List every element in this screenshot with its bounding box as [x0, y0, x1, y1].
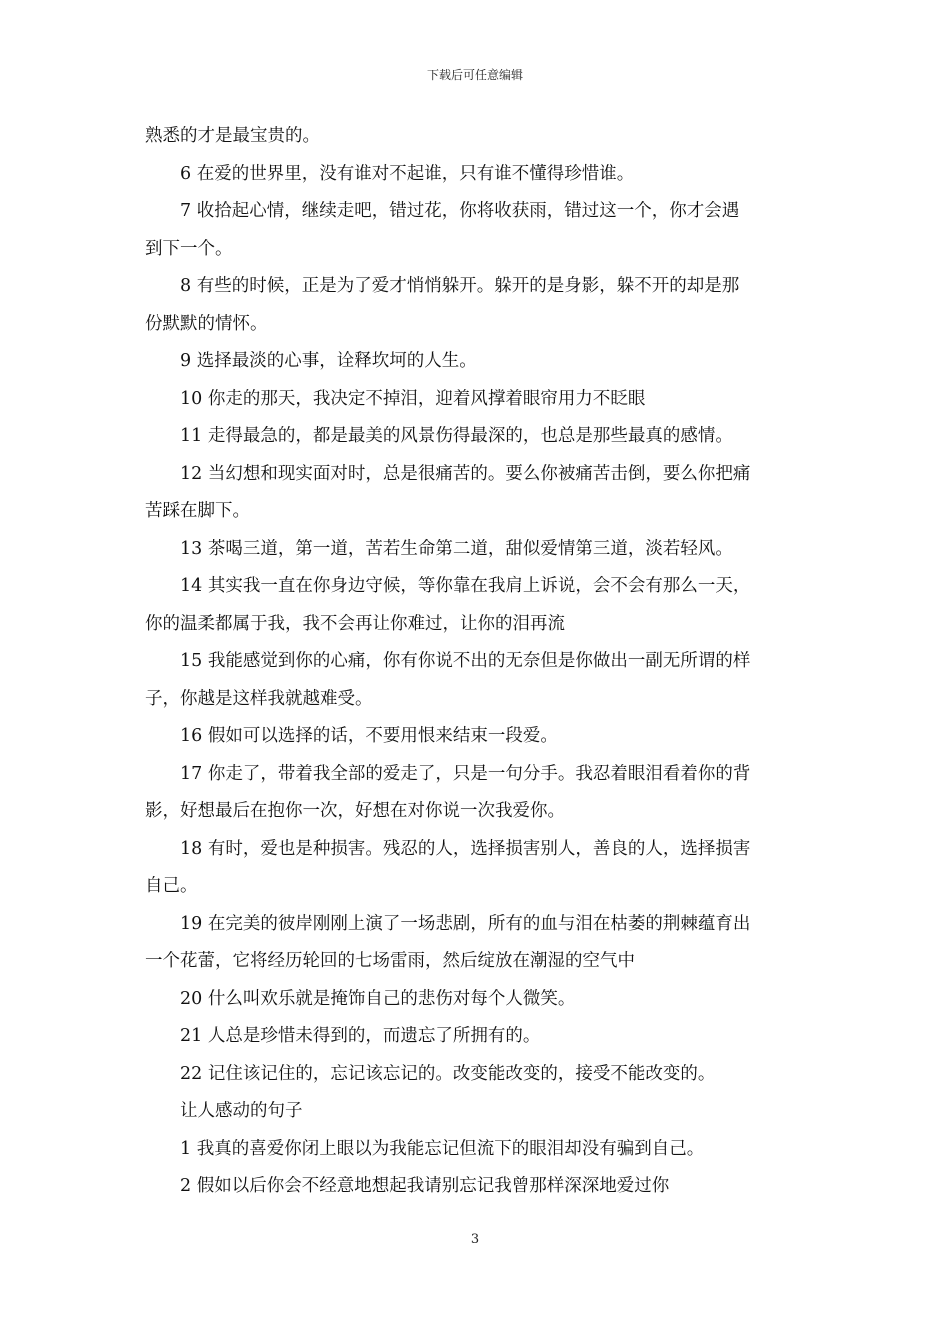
paragraph-line: 18 有时，爱也是种损害。残忍的人，选择损害别人，善良的人，选择损害 [180, 838, 751, 859]
paragraph-line: 22 记住该记住的，忘记该忘记的。改变能改变的，接受不能改变的。 [180, 1063, 716, 1084]
paragraph-line: 8 有些的时候，正是为了爱才悄悄躲开。躲开的是身影，躲不开的却是那 [180, 276, 740, 296]
paragraph-line: 16 假如可以选择的话，不要用恨来结束一段爱。 [180, 726, 558, 746]
paragraph-line: 14 其实我一直在你身边守候，等你靠在我肩上诉说，会不会有那么一天， [180, 576, 751, 596]
paragraph-line: 到下一个。 [145, 238, 233, 259]
paragraph-line: 11 走得最急的，都是最美的风景伤得最深的，也总是那些最真的感情。 [180, 426, 733, 446]
paragraph-line: 10 你走的那天，我决定不掉泪，迎着风撑着眼帘用力不眨眼 [180, 388, 646, 409]
paragraph-line: 1 我真的喜爱你闭上眼以为我能忘记但流下的眼泪却没有骗到自己。 [180, 1138, 705, 1159]
paragraph-line: 苦踩在脚下。 [145, 501, 250, 521]
paragraph-line: 一个花蕾，它将经历轮回的七场雷雨，然后绽放在潮湿的空气中 [145, 951, 635, 971]
paragraph-line: 15 我能感觉到你的心痛，你有你说不出的无奈但是你做出一副无所谓的样 [180, 651, 751, 671]
page-number: 3 [470, 1232, 480, 1247]
paragraph-line: 17 你走了，带着我全部的爱走了，只是一句分手。我忍着眼泪看着你的背 [180, 763, 751, 784]
document-body [145, 118, 810, 1206]
paragraph-line: 你的温柔都属于我，我不会再让你难过，让你的泪再流 [145, 613, 565, 634]
paragraph-line: 7 收拾起心情，继续走吧，错过花，你将收获雨，错过这一个，你才会遇 [180, 201, 740, 221]
paragraph-line: 21 人总是珍惜未得到的，而遗忘了所拥有的。 [180, 1026, 541, 1046]
paragraph-line: 19 在完美的彼岸刚刚上演了一场悲剧，所有的血与泪在枯萎的荆棘蕴育出 [180, 913, 751, 934]
paragraph-line: 2 假如以后你会不经意地想起我请别忘记我曾那样深深地爱过你 [180, 1176, 670, 1196]
paragraph-line: 20 什么叫欢乐就是掩饰自己的悲伤对每个人微笑。 [180, 988, 576, 1009]
page-header: 下载后可任意编辑 [426, 68, 523, 82]
paragraph-line: 6 在爱的世界里，没有谁对不起谁，只有谁不懂得珍惜谁。 [180, 163, 635, 184]
paragraph-line: 9 选择最淡的心事，诠释坎坷的人生。 [180, 351, 477, 371]
paragraph-line: 13 茶喝三道，第一道，苦若生命第二道，甜似爱情第三道，淡若轻风。 [180, 538, 733, 559]
paragraph-line: 熟悉的才是最宝贵的。 [145, 126, 320, 146]
paragraph-line: 12 当幻想和现实面对时，总是很痛苦的。要么你被痛苦击倒，要么你把痛 [180, 463, 751, 484]
paragraph-line: 子，你越是这样我就越难受。 [145, 688, 373, 709]
paragraph-line: 自己。 [145, 876, 198, 896]
paragraph-line: 影，好想最后在抱你一次，好想在对你说一次我爱你。 [145, 801, 565, 821]
paragraph-line: 份默默的情怀。 [145, 313, 268, 334]
paragraph-line: 让人感动的句子 [180, 1101, 303, 1121]
